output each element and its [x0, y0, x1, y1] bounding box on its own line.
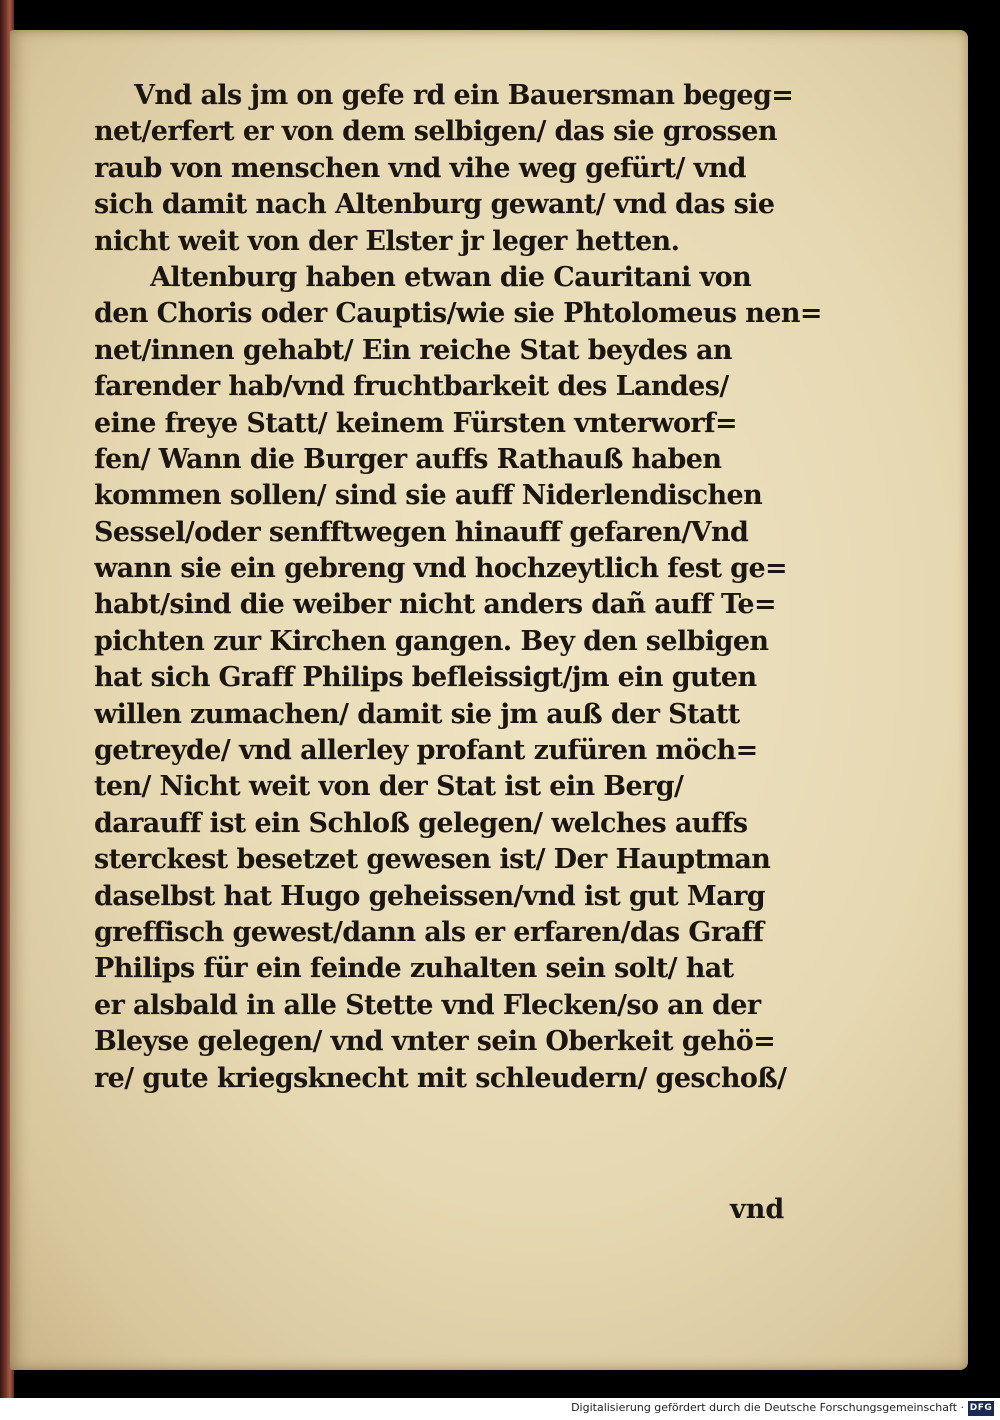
text-line: ten/ Nicht weit von der Stat ist ein Berg/	[94, 771, 684, 803]
catchword: vnd	[730, 1194, 785, 1225]
text-line: getreyde/ vnd allerley profant zufüren möch=	[94, 735, 758, 767]
text-line: net/erfert er von dem selbigen/ das sie grossen	[94, 116, 777, 148]
text-line: greffisch gewest/dann als er erfaren/das Graff	[94, 916, 764, 948]
text-line: pichten zur Kirchen gangen. Bey den selbigen	[94, 625, 769, 657]
text-line: raub von menschen vnd vihe weg gefürt/ vnd	[94, 152, 746, 184]
text-line: sich damit nach Altenburg gewant/ vnd das sie	[94, 189, 775, 221]
text-line: fen/ Wann die Burger auffs Rathauß haben	[94, 443, 722, 475]
text-line: Altenburg haben etwan die Cauritani von	[150, 261, 752, 293]
text-line: den Choris oder Cauptis/wie sie Phtolomeus nen=	[94, 298, 822, 330]
text-line: farender hab/vnd fruchtbarkeit des Landes/	[94, 371, 729, 403]
footer-credit: Digitalisierung gefördert durch die Deutsche Forschungsgemeinschaft ·	[571, 1401, 964, 1414]
text-line: nicht weit von der Elster jr leger hetten.	[94, 225, 680, 257]
text-line: re/ gute kriegsknecht mit schleudern/ geschoß/	[94, 1062, 787, 1094]
dfg-logo: DFG	[968, 1401, 994, 1416]
text-line: daselbst hat Hugo geheissen/vnd ist gut Marg	[94, 880, 765, 912]
text-line: kommen sollen/ sind sie auff Niderlendischen	[94, 480, 763, 512]
footer-bar	[0, 1398, 1000, 1420]
book-page	[10, 30, 968, 1370]
text-line: willen zumachen/ damit sie jm auß der Statt	[94, 698, 740, 730]
text-line: wann sie ein gebreng vnd hochzeytlich fest ge=	[94, 553, 788, 585]
text-line: Vnd als jm on gefe rd ein Bauersman begeg=	[134, 80, 794, 111]
text-line: er alsbald in alle Stette vnd Flecken/so an der	[94, 989, 761, 1021]
text-line: habt/sind die weiber nicht anders dañ auff Te=	[94, 589, 776, 621]
text-line: darauff ist ein Schloß gelegen/ welches auffs	[94, 807, 748, 839]
text-line: net/innen gehabt/ Ein reiche Stat beydes an	[94, 334, 732, 366]
text-line: hat sich Graff Philips befleissigt/jm ein guten	[94, 662, 757, 694]
text-line: eine freye Statt/ keinem Fürsten vnterworf=	[94, 407, 738, 439]
text-line: Bleyse gelegen/ vnd vnter sein Oberkeit gehö=	[94, 1026, 776, 1058]
text-line: sterckest besetzet gewesen ist/ Der Hauptman	[94, 844, 771, 876]
text-line: Sessel/oder senfftwegen hinauff gefaren/Vnd	[94, 516, 749, 548]
text-line: Philips für ein feinde zuhalten sein solt/ hat	[94, 953, 734, 985]
body-text	[94, 78, 822, 1097]
